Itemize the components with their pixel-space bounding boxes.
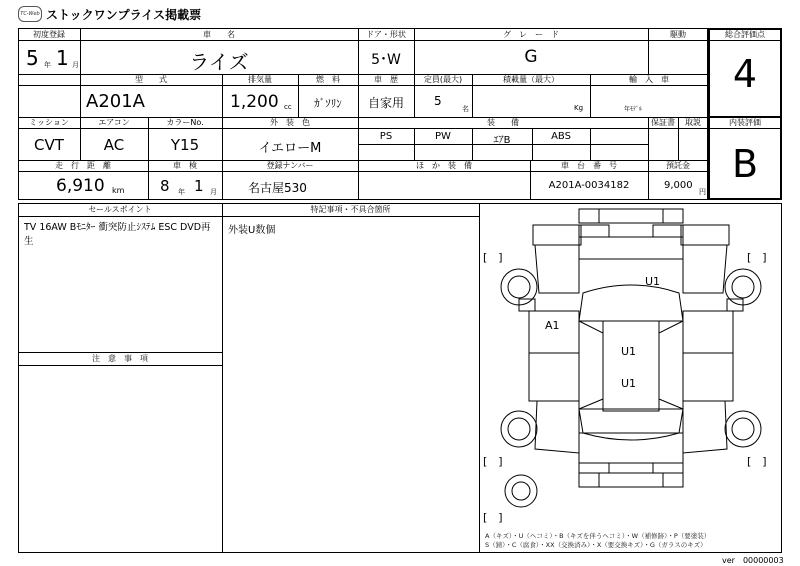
damage-mark-roof: U1 [645, 275, 661, 288]
aircon-value: AC [103, 136, 125, 154]
car-name-value: ライズ [189, 50, 249, 74]
model-value: A201A [86, 91, 145, 112]
bracket-spare: [ ] [483, 511, 503, 524]
mission-label: ミッション [29, 118, 69, 127]
grade-value: G [524, 47, 538, 67]
equipment-1: PS [379, 131, 393, 142]
damage-legend-line1: A（キズ）・U（ヘコミ）・B（キズを伴うヘコミ）・W（補修跡）・P（要塗装） [485, 532, 711, 540]
first-reg-month: 1 [56, 46, 69, 70]
capacity-value: 5 [434, 94, 442, 108]
chassis-no-value: A201A-0034182 [548, 180, 630, 191]
plate-value: 名古屋530 [248, 181, 307, 195]
color-no-label: カラーNo. [166, 118, 204, 127]
bracket-bottom-right: [ ] [747, 455, 767, 468]
equipment-label: 装 備 [487, 118, 519, 127]
inspection-year: 8 [160, 177, 170, 195]
equipment-2: PW [435, 131, 451, 142]
year-model-unit: 年ﾓﾃﾞﾙ [624, 106, 643, 113]
inspection-month-unit: 月 [210, 188, 217, 196]
other-equipment-label: ほ か 装 備 [416, 161, 472, 170]
damage-mark-left-door: A1 [545, 319, 560, 332]
deposit-value: 9,000 [664, 180, 693, 191]
history-label: 車 歴 [374, 75, 398, 84]
first-reg-year: 5 [26, 46, 39, 70]
warranty-label: 保証書 [651, 118, 675, 127]
inspection-label: 車 検 [173, 161, 197, 170]
km-unit: km [112, 186, 125, 195]
first-reg-year-unit: 年 [44, 61, 51, 69]
damage-mark-bonnet: U1 [621, 345, 637, 358]
tc-web-logo: TC-Web [18, 6, 42, 22]
aircon-label: エアコン [98, 118, 130, 127]
fuel-label: 燃 料 [316, 75, 340, 84]
car-damage-diagram [479, 203, 782, 553]
ext-color-label: 外 装 色 [270, 118, 310, 127]
ext-color-value: イエローM [258, 141, 322, 156]
bracket-bottom-left: [ ] [483, 455, 503, 468]
chassis-no-label: 車 台 番 号 [561, 161, 617, 170]
import-label: 輸 入 車 [629, 75, 669, 84]
person-unit: 名 [462, 105, 469, 113]
special-notes-text: 外装U数個 [228, 225, 276, 236]
damage-mark-rear: U1 [621, 377, 637, 390]
sales-point-text: TV 16AW Bﾓﾆﾀｰ 衝突防止ｼｽﾃﾑ ESC DVD再生 [24, 222, 211, 247]
first-reg-month-unit: 月 [72, 61, 79, 69]
overall-score-value: 4 [732, 52, 758, 96]
bracket-top-right: [ ] [747, 251, 767, 264]
interior-score-value: B [731, 142, 759, 186]
color-no-value: Y15 [170, 136, 200, 154]
bracket-top-left: [ ] [483, 251, 503, 264]
equipment-3: ｴｱB [493, 135, 511, 146]
equipment-4: ABS [551, 131, 571, 142]
special-notes-label: 特記事項・不具合箇所 [310, 205, 391, 214]
displacement-label: 排気量 [248, 75, 272, 84]
load-label: 積載量（最大） [503, 75, 559, 84]
sales-point-label: セールスポイント [88, 205, 152, 214]
deposit-label: 預託金 [666, 161, 690, 170]
inspection-year-unit: 年 [178, 188, 185, 196]
fuel-value: ｶﾞｿﾘﾝ [314, 97, 342, 110]
caution-label: 注 意 事 項 [92, 354, 148, 363]
overall-score-label: 総合評価点 [725, 30, 765, 39]
kg-unit: Kg [574, 104, 584, 112]
door-shape-label: ドア・形状 [366, 30, 406, 39]
plate-label: 登録ナンバー [266, 161, 314, 170]
interior-score-label: 内装評価 [729, 118, 761, 127]
damage-legend-line2: S（錆）・C（腐食）・XX（交換済み）・X（要交換キズ）・G（ガラスのキズ） [485, 541, 707, 549]
manual-label: 取説 [685, 118, 701, 127]
history-value: 自家用 [367, 96, 404, 110]
door-shape-value: 5･W [371, 52, 401, 68]
yen-unit: 円 [699, 188, 706, 196]
inspection-month: 1 [194, 177, 204, 195]
version-label: ver 00000003 [722, 556, 784, 565]
mileage-value: 6,910 [56, 176, 105, 196]
mileage-label: 走 行 距 離 [55, 161, 111, 170]
mission-value: CVT [34, 136, 64, 154]
capacity-label: 定員(最大) [423, 75, 463, 84]
car-name-label: 車 名 [203, 30, 235, 39]
drive-label: 駆動 [670, 30, 686, 39]
grade-label: グ レ ー ド [503, 30, 559, 39]
page-title: ストックワンプライス掲載票 [46, 8, 202, 22]
cc-unit: cc [284, 103, 292, 111]
first-reg-label: 初度登録 [33, 30, 65, 39]
displacement-value: 1,200 [230, 92, 279, 112]
model-label: 型 式 [135, 75, 167, 84]
